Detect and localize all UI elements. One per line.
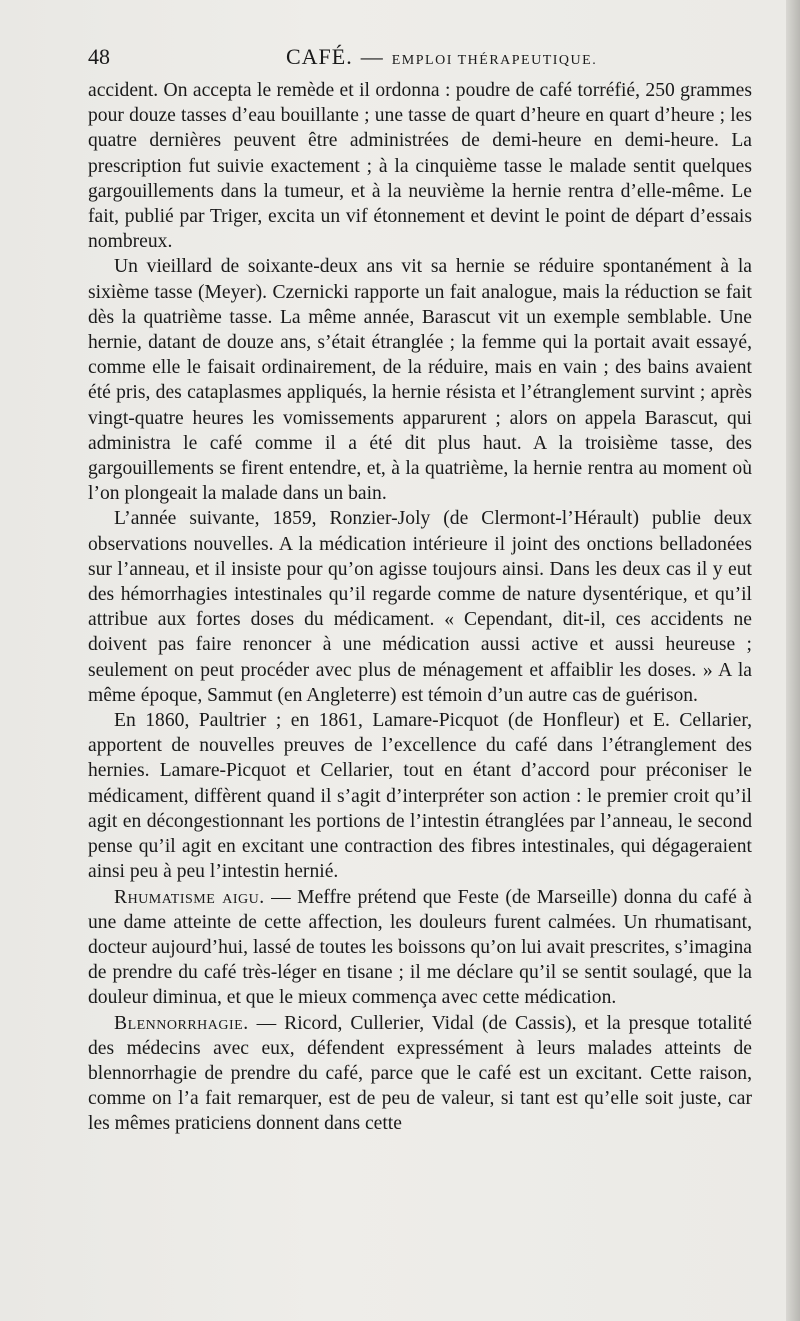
paragraph-text: — Ricord, Cullerier, Vidal (de Cassis), et la presque totalité des médecins avec eux, défendent expressément à leurs malades atteints de blennorrhagie de prendre du café, parce que le café est un excitant. Cette raison, comme on l’a fait remarquer, est de peu de valeur, si tant est qu’elle soit juste, car les mêmes praticiens donnent dans cette: [88, 1012, 752, 1135]
paragraph-text: Un vieillard de soixante-deux ans vit sa hernie se réduire spontanément à la sixième tasse (Meyer). Czernicki rapporte un fait analogue, mais la réduction se fait dès la quatrième tasse. La même année, Barascut vit un exemple semblable. Une hernie, datant de douze ans, s’était étranglée ; la femme qui la portait avait essayé, comme elle le faisait ordinairement, de la réduire, mais en vain ; des bains avaient été pris, des cataplasmes appliqués, la hernie résista et l’étranglement survint ; après vingt-quatre heures les vomissements apparurent ; alors on appela Barascut, qui administra le café comme il a été dit plus haut. A la troisième tasse, des gargouillements se firent entendre, et, à la quatrième, la hernie rentra au moment où l’on plongeait la malade dans un bain.: [88, 256, 752, 505]
page-edge-shadow: [786, 0, 800, 1321]
section-heading-blennorrhagia: Blennorrhagie.: [114, 1012, 249, 1034]
running-title: [286, 44, 597, 70]
page-number: 48: [88, 44, 110, 69]
paragraph: [88, 78, 752, 254]
running-title-separator: —: [360, 44, 384, 69]
running-title-subtitle: EMPLOI THÉRAPEUTIQUE.: [391, 53, 598, 68]
paragraph: [88, 708, 752, 884]
paragraph-text: — Meffre prétend que Feste (de Marseille) donna du café à une dame atteinte de cette affection, les douleurs furent calmées. Un rhumatisant, docteur aujourd’hui, lassé de toutes les boissons qu’on lui avait prescrites, s’imagina de prendre du café très-léger en tisane ; il me déclare qu’il se sentit soulagé, que la douleur diminua, et que le mieux commença avec cette médication.: [88, 886, 752, 1009]
paragraph-text: L’année suivante, 1859, Ronzier-Joly (de Clermont-l’Hérault) publie deux observations nouvelles. A la médication intérieure il joint des onctions belladonées sur l’anneau, et il insiste pour qu’on agisse toujours ainsi. Dans les deux cas il y eut des hémorrhagies intestinales qu’il regarde comme de nature dysentérique, et qu’il attribue aux fortes doses du médicament. « Cependant, dit-il, ces accidents ne doivent pas faire renoncer à une médication aussi active et aussi heureuse ; seulement on peut procéder avec plus de ménagement et affaiblir les doses. » A la même époque, Sammut (en Angleterre) est témoin d’un autre cas de guérison.: [88, 508, 752, 706]
body-text: [88, 78, 752, 1137]
paragraph: [88, 506, 752, 708]
paragraph: [88, 1011, 752, 1137]
section-heading-rheumatism: Rhumatisme aigu.: [114, 886, 265, 908]
paragraph-text: En 1860, Paultrier ; en 1861, Lamare-Picquot (de Honfleur) et E. Cellarier, apportent de nouvelles preuves de l’excellence du café dans l’étranglement des hernies. Lamare-Picquot et Cellarier, tout en étant d’accord pour préconiser le médicament, diffèrent quand il s’agit d’interpréter son action : le premier croit qu’il agit en décongestionnant les portions de l’intestin étranglées par l’anneau, le second pense qu’il agit en excitant une contraction des fibres intestinales, qui dégageraient ainsi peu à peu l’intestin hernié.: [88, 710, 752, 883]
running-header: [88, 42, 748, 74]
paragraph: [88, 254, 752, 506]
paragraph: [88, 885, 752, 1011]
running-title-main: CAFÉ.: [286, 44, 353, 69]
paragraph-text: accident. On accepta le remède et il ordonna : poudre de café torréfié, 250 grammes pour douze tasses d’eau bouillante ; une tasse de quart d’heure en quart d’heure ; les quatre dernières peuvent être administrées de demi-heure en demi-heure. La prescription fut suivie exactement ; à la cinquième tasse le malade sentit quelques gargouillements dans la tumeur, et à la neuvième la hernie rentra d’elle-même. Le fait, publié par Triger, excita un vif étonnement et devint le point de départ d’essais nombreux.: [88, 80, 752, 253]
